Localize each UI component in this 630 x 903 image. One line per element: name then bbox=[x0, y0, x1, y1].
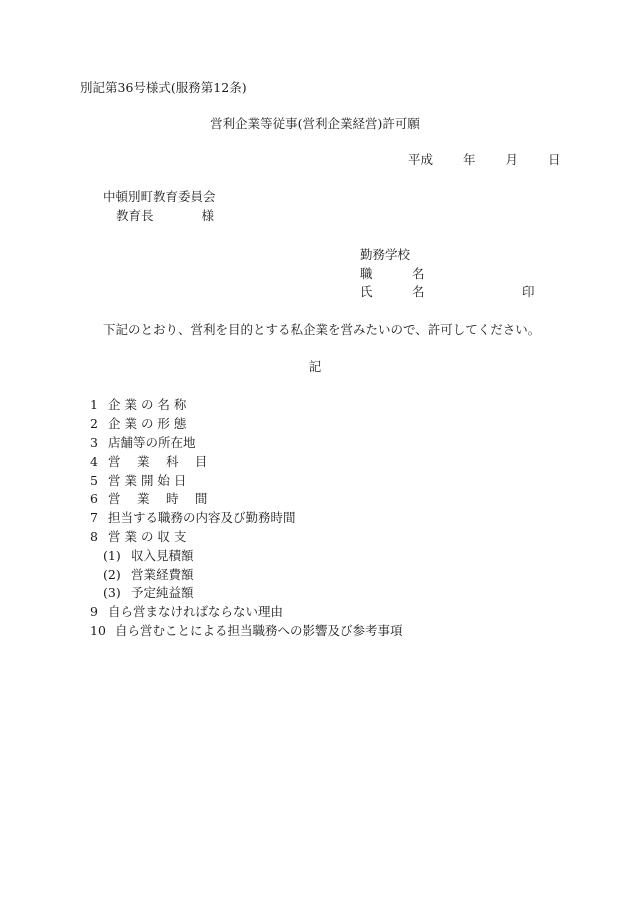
list-item: 6 営 業 時 間 bbox=[90, 491, 208, 506]
date-era: 平成 bbox=[408, 152, 434, 167]
list-item: 7 担当する職務の内容及び勤務時間 bbox=[90, 510, 296, 525]
list-item: 2 企 業 の 形 態 bbox=[90, 416, 187, 431]
list-subitem: (3) 予定純益額 bbox=[103, 585, 194, 600]
position-label-b: 名 bbox=[412, 266, 425, 281]
name-label-b: 名 bbox=[412, 284, 425, 299]
date-month: 月 bbox=[505, 152, 518, 167]
addressee-board: 中頓別町教育委員会 bbox=[103, 189, 216, 204]
addressee-superintendent bbox=[116, 210, 214, 223]
addressee-honorific: 様 bbox=[201, 208, 215, 223]
list-subitem: (1) 収入見積額 bbox=[103, 548, 194, 563]
applicant-position bbox=[360, 268, 425, 281]
ki-heading: 記 bbox=[308, 359, 322, 374]
applicant-school: 勤務学校 bbox=[360, 247, 411, 262]
list-item: 4 営 業 科 目 bbox=[90, 454, 208, 469]
applicant-name bbox=[360, 286, 425, 299]
list-item: 8 営 業 の 収 支 bbox=[90, 529, 187, 544]
list-item: 1 企 業 の 名 称 bbox=[90, 397, 187, 412]
list-item: 9 自ら営まなければならない理由 bbox=[90, 604, 284, 619]
addressee-title: 教育長 bbox=[116, 208, 154, 223]
request-text: 下記のとおり、営利を目的とする私企業を営みたいので、許可してください。 bbox=[103, 322, 541, 337]
list-item: 10 自ら営むことによる担当職務への影響及び参考事項 bbox=[90, 623, 403, 638]
name-label-a: 氏 bbox=[360, 284, 373, 299]
seal-mark: 印 bbox=[522, 284, 535, 299]
date-line bbox=[408, 154, 560, 167]
document-title: 営利企業等従事(営利企業経営)許可願 bbox=[210, 116, 420, 131]
form-number: 別記第36号様式(服務第12条) bbox=[80, 80, 247, 95]
date-year: 年 bbox=[462, 152, 476, 167]
date-day: 日 bbox=[547, 152, 561, 167]
list-subitem: (2) 営業経費額 bbox=[103, 567, 194, 582]
position-label-a: 職 bbox=[360, 266, 373, 281]
list-item: 3 店舗等の所在地 bbox=[90, 435, 196, 450]
list-item: 5 営 業 開 始 日 bbox=[90, 473, 187, 488]
